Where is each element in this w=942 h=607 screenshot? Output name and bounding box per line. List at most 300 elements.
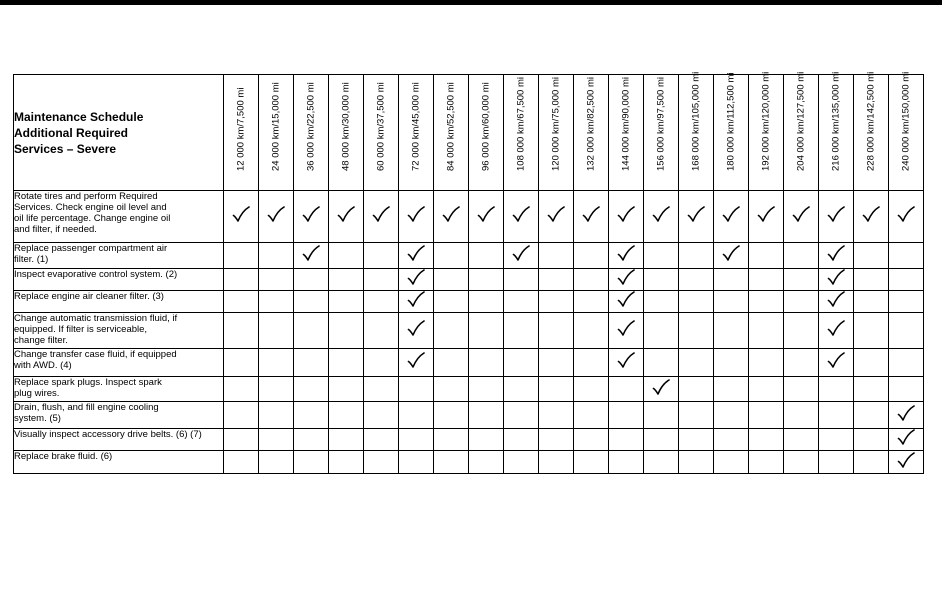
schedule-cell [784, 191, 819, 243]
schedule-cell [539, 429, 574, 451]
schedule-cell [819, 349, 854, 377]
interval-column-header [854, 71, 889, 191]
interval-label: 12 000 km/7,500 mi [235, 87, 247, 171]
service-text-line: Replace passenger compartment air [14, 243, 168, 254]
interval-label: 180 000 km/112,500 mi [725, 72, 737, 171]
check-mark-icon [897, 452, 915, 468]
schedule-cell [889, 377, 924, 402]
schedule-cell [329, 349, 364, 377]
schedule-cell [294, 402, 329, 429]
schedule-cell [889, 402, 924, 429]
schedule-cell [609, 349, 644, 377]
check-mark-icon [827, 291, 845, 307]
schedule-cell [574, 313, 609, 349]
schedule-cell [434, 313, 469, 349]
check-mark-icon [652, 206, 670, 222]
check-mark-icon [407, 291, 425, 307]
schedule-cell [504, 429, 539, 451]
check-mark-icon [827, 352, 845, 368]
schedule-cell [434, 402, 469, 429]
check-mark-icon [372, 206, 390, 222]
interval-column-header [539, 75, 574, 191]
schedule-cell [539, 377, 574, 402]
service-description [14, 349, 224, 377]
schedule-cell [329, 243, 364, 269]
top-rule [0, 0, 942, 5]
schedule-cell [819, 243, 854, 269]
interval-column-header [469, 75, 504, 191]
check-mark-icon [477, 206, 495, 222]
interval-column-header [364, 75, 399, 191]
schedule-cell [889, 269, 924, 291]
schedule-cell [609, 191, 644, 243]
schedule-cell [539, 269, 574, 291]
interval-label: 216 000 km/135,000 mi [830, 71, 842, 171]
check-mark-icon [512, 245, 530, 261]
service-row [14, 349, 924, 377]
interval-label: 144 000 km/90,000 mi [620, 76, 632, 171]
check-mark-icon [337, 206, 355, 222]
schedule-cell [259, 313, 294, 349]
check-mark-icon [232, 206, 250, 222]
service-row [14, 429, 924, 451]
schedule-cell [504, 313, 539, 349]
schedule-cell [889, 243, 924, 269]
schedule-cell [469, 243, 504, 269]
schedule-cell [679, 349, 714, 377]
schedule-cell [259, 243, 294, 269]
check-mark-icon [722, 245, 740, 261]
schedule-cell [854, 451, 889, 474]
interval-label: 120 000 km/75,000 mi [550, 76, 562, 171]
schedule-cell [399, 313, 434, 349]
service-text-line: Replace spark plugs. Inspect spark [14, 377, 162, 388]
schedule-cell [819, 291, 854, 313]
interval-label: 108 000 km/67,500 mi [515, 76, 527, 171]
service-description [14, 269, 224, 291]
schedule-cell [469, 269, 504, 291]
check-mark-icon [722, 206, 740, 222]
schedule-cell [434, 191, 469, 243]
schedule-cell [784, 269, 819, 291]
schedule-cell [469, 291, 504, 313]
schedule-cell [819, 377, 854, 402]
schedule-cell [574, 451, 609, 474]
schedule-cell [609, 451, 644, 474]
title-line: Services – Severe [14, 141, 117, 156]
schedule-cell [574, 243, 609, 269]
schedule-cell [574, 291, 609, 313]
service-text-line: oil life percentage. Change engine oil [14, 213, 171, 224]
service-text-line: Visually inspect accessory drive belts. (6) (7) [14, 429, 202, 440]
schedule-cell [574, 349, 609, 377]
interval-label: 156 000 km/97,500 mi [655, 76, 667, 171]
schedule-cell [819, 191, 854, 243]
interval-label: 132 000 km/82,500 mi [585, 76, 597, 171]
schedule-cell [714, 451, 749, 474]
service-description [14, 429, 224, 451]
interval-label: 228 000 km/142,500 mi [865, 71, 877, 171]
schedule-cell [854, 291, 889, 313]
schedule-cell [854, 191, 889, 243]
check-mark-icon [897, 429, 915, 445]
schedule-cell [469, 402, 504, 429]
schedule-cell [644, 191, 679, 243]
schedule-cell [609, 377, 644, 402]
service-row [14, 291, 924, 313]
schedule-cell [889, 429, 924, 451]
interval-label: 204 000 km/127,500 mi [795, 71, 807, 171]
schedule-cell [609, 402, 644, 429]
schedule-cell [679, 402, 714, 429]
schedule-cell [644, 291, 679, 313]
interval-column-header [889, 71, 924, 191]
schedule-cell [644, 451, 679, 474]
schedule-cell [434, 451, 469, 474]
schedule-cell [854, 429, 889, 451]
schedule-cell [819, 429, 854, 451]
schedule-cell [399, 269, 434, 291]
interval-label: 36 000 km/22,500 mi [305, 82, 317, 171]
schedule-cell [294, 269, 329, 291]
interval-column-header [224, 75, 259, 191]
schedule-cell [364, 402, 399, 429]
schedule-cell [539, 191, 574, 243]
interval-column-header [399, 75, 434, 191]
schedule-cell [784, 429, 819, 451]
check-mark-icon [617, 320, 635, 336]
schedule-cell [784, 377, 819, 402]
service-text-line: plug wires. [14, 388, 60, 399]
schedule-cell [889, 291, 924, 313]
schedule-cell [399, 429, 434, 451]
schedule-cell [644, 377, 679, 402]
schedule-cell [294, 313, 329, 349]
service-description [14, 377, 224, 402]
schedule-cell [609, 313, 644, 349]
service-text-line: Services. Check engine oil level and [14, 202, 167, 213]
service-description [14, 451, 224, 474]
schedule-cell [329, 402, 364, 429]
schedule-cell [679, 243, 714, 269]
schedule-cell [469, 377, 504, 402]
interval-column-header [784, 71, 819, 191]
schedule-cell [644, 349, 679, 377]
schedule-cell [399, 349, 434, 377]
schedule-cell [679, 269, 714, 291]
service-text-line: system. (5) [14, 413, 61, 424]
service-row [14, 451, 924, 474]
service-row [14, 191, 924, 243]
check-mark-icon [757, 206, 775, 222]
schedule-cell [329, 291, 364, 313]
service-text-line: change filter. [14, 335, 68, 346]
schedule-cell [609, 429, 644, 451]
schedule-cell [434, 377, 469, 402]
schedule-cell [259, 402, 294, 429]
check-mark-icon [897, 405, 915, 421]
title-line: Maintenance Schedule [14, 109, 144, 124]
check-mark-icon [617, 269, 635, 285]
check-mark-icon [617, 291, 635, 307]
schedule-cell [294, 377, 329, 402]
schedule-cell [819, 269, 854, 291]
schedule-cell [784, 349, 819, 377]
schedule-cell [294, 429, 329, 451]
service-text-line: with AWD. (4) [14, 360, 72, 371]
schedule-cell [434, 243, 469, 269]
schedule-cell [889, 451, 924, 474]
check-mark-icon [827, 320, 845, 336]
interval-label: 96 000 km/60,000 mi [480, 82, 492, 171]
schedule-cell [539, 451, 574, 474]
schedule-cell [294, 191, 329, 243]
schedule-cell [539, 402, 574, 429]
schedule-cell [784, 313, 819, 349]
schedule-cell [399, 243, 434, 269]
schedule-cell [329, 377, 364, 402]
schedule-cell [224, 349, 259, 377]
check-mark-icon [652, 379, 670, 395]
interval-column-header [434, 75, 469, 191]
check-mark-icon [547, 206, 565, 222]
service-row [14, 377, 924, 402]
schedule-cell [364, 349, 399, 377]
service-text-line: Change automatic transmission fluid, if [14, 313, 178, 324]
schedule-cell [224, 377, 259, 402]
schedule-cell [224, 402, 259, 429]
schedule-cell [749, 269, 784, 291]
schedule-cell [224, 269, 259, 291]
schedule-cell [644, 269, 679, 291]
schedule-cell [749, 243, 784, 269]
schedule-cell [329, 191, 364, 243]
schedule-cell [714, 191, 749, 243]
service-description [14, 402, 224, 429]
schedule-cell [364, 291, 399, 313]
schedule-cell [434, 349, 469, 377]
schedule-cell [329, 269, 364, 291]
check-mark-icon [582, 206, 600, 222]
schedule-cell [679, 451, 714, 474]
schedule-cell [539, 313, 574, 349]
schedule-cell [364, 429, 399, 451]
interval-column-header [574, 75, 609, 191]
service-text-line: equipped. If filter is serviceable, [14, 324, 148, 335]
schedule-cell [504, 402, 539, 429]
schedule-cell [889, 349, 924, 377]
service-description [14, 191, 224, 243]
check-mark-icon [302, 245, 320, 261]
schedule-cell [784, 243, 819, 269]
schedule-cell [889, 313, 924, 349]
schedule-cell [364, 269, 399, 291]
schedule-cell [749, 349, 784, 377]
interval-label: 240 000 km/150,000 mi [900, 71, 912, 171]
service-text-line: Change transfer case fluid, if equipped [14, 349, 177, 360]
schedule-cell [784, 402, 819, 429]
service-row [14, 313, 924, 349]
service-text-line: filter. (1) [14, 254, 49, 265]
schedule-cell [819, 451, 854, 474]
schedule-cell [364, 451, 399, 474]
schedule-cell [679, 191, 714, 243]
schedule-cell [504, 269, 539, 291]
interval-column-header [714, 72, 749, 191]
schedule-cell [819, 313, 854, 349]
schedule-cell [539, 291, 574, 313]
schedule-cell [749, 291, 784, 313]
service-text-line: and filter, if needed. [14, 224, 97, 235]
schedule-cell [714, 377, 749, 402]
schedule-cell [539, 349, 574, 377]
schedule-cell [854, 269, 889, 291]
schedule-cell [644, 243, 679, 269]
schedule-cell [469, 349, 504, 377]
check-mark-icon [897, 206, 915, 222]
interval-label: 168 000 km/105,000 mi [690, 71, 702, 171]
schedule-cell [679, 429, 714, 451]
schedule-cell [889, 191, 924, 243]
schedule-cell [434, 269, 469, 291]
schedule-cell [399, 291, 434, 313]
schedule-cell [574, 402, 609, 429]
schedule-cell [504, 291, 539, 313]
schedule-cell [854, 313, 889, 349]
schedule-cell [469, 429, 504, 451]
schedule-cell [574, 269, 609, 291]
check-mark-icon [617, 352, 635, 368]
check-mark-icon [827, 245, 845, 261]
schedule-cell [539, 243, 574, 269]
schedule-cell [259, 429, 294, 451]
schedule-cell [749, 377, 784, 402]
interval-label: 192 000 km/120,000 mi [760, 71, 772, 171]
check-mark-icon [302, 206, 320, 222]
schedule-cell [224, 313, 259, 349]
schedule-cell [294, 451, 329, 474]
schedule-cell [504, 243, 539, 269]
schedule-cell [714, 402, 749, 429]
schedule-cell [399, 451, 434, 474]
service-row [14, 243, 924, 269]
service-text-line: Drain, flush, and fill engine cooling [14, 402, 159, 413]
schedule-cell [854, 377, 889, 402]
service-row [14, 269, 924, 291]
service-description [14, 243, 224, 269]
interval-label: 72 000 km/45,000 mi [410, 82, 422, 171]
interval-column-header [609, 75, 644, 191]
schedule-cell [854, 243, 889, 269]
schedule-cell [259, 291, 294, 313]
schedule-cell [399, 377, 434, 402]
schedule-cell [749, 451, 784, 474]
schedule-cell [714, 291, 749, 313]
check-mark-icon [407, 245, 425, 261]
schedule-cell [259, 349, 294, 377]
interval-column-header [819, 71, 854, 191]
schedule-cell [749, 191, 784, 243]
schedule-cell [854, 402, 889, 429]
check-mark-icon [687, 206, 705, 222]
schedule-cell [749, 429, 784, 451]
service-rows [14, 191, 924, 474]
interval-column-header [259, 75, 294, 191]
schedule-cell [749, 313, 784, 349]
schedule-cell [714, 429, 749, 451]
interval-label: 60 000 km/37,500 mi [375, 82, 387, 171]
schedule-cell [259, 377, 294, 402]
schedule-cell [224, 291, 259, 313]
schedule-cell [609, 269, 644, 291]
schedule-cell [609, 243, 644, 269]
check-mark-icon [407, 352, 425, 368]
schedule-cell [399, 402, 434, 429]
schedule-cell [294, 291, 329, 313]
schedule-cell [259, 451, 294, 474]
schedule-cell [504, 349, 539, 377]
check-mark-icon [407, 320, 425, 336]
check-mark-icon [267, 206, 285, 222]
schedule-cell [504, 191, 539, 243]
check-mark-icon [617, 206, 635, 222]
check-mark-icon [617, 245, 635, 261]
schedule-cell [644, 313, 679, 349]
schedule-cell [224, 191, 259, 243]
interval-label: 84 000 km/52,500 mi [445, 82, 457, 171]
check-mark-icon [827, 206, 845, 222]
schedule-cell [294, 349, 329, 377]
schedule-cell [469, 451, 504, 474]
interval-column-header [329, 75, 364, 191]
interval-column-header [749, 71, 784, 191]
schedule-cell [609, 291, 644, 313]
service-description [14, 313, 224, 349]
check-mark-icon [442, 206, 460, 222]
schedule-cell [644, 429, 679, 451]
schedule-cell [819, 402, 854, 429]
schedule-cell [364, 313, 399, 349]
service-text-line: Inspect evaporative control system. (2) [14, 269, 178, 280]
schedule-cell [329, 451, 364, 474]
schedule-cell [714, 313, 749, 349]
check-mark-icon [792, 206, 810, 222]
schedule-cell [644, 402, 679, 429]
check-mark-icon [862, 206, 880, 222]
schedule-cell [329, 313, 364, 349]
schedule-cell [469, 313, 504, 349]
schedule-cell [714, 349, 749, 377]
schedule-cell [854, 349, 889, 377]
schedule-cell [224, 451, 259, 474]
schedule-cell [259, 269, 294, 291]
schedule-cell [469, 191, 504, 243]
schedule-cell [364, 191, 399, 243]
schedule-title [14, 75, 224, 191]
interval-column-header [294, 75, 329, 191]
schedule-cell [574, 429, 609, 451]
schedule-cell [504, 451, 539, 474]
schedule-cell [224, 429, 259, 451]
interval-label: 24 000 km/15,000 mi [270, 82, 282, 171]
check-mark-icon [827, 269, 845, 285]
schedule-cell [364, 377, 399, 402]
interval-label: 48 000 km/30,000 mi [340, 82, 352, 171]
schedule-cell [784, 291, 819, 313]
schedule-cell [294, 243, 329, 269]
service-text-line: Rotate tires and perform Required [14, 191, 158, 202]
schedule-cell [434, 429, 469, 451]
